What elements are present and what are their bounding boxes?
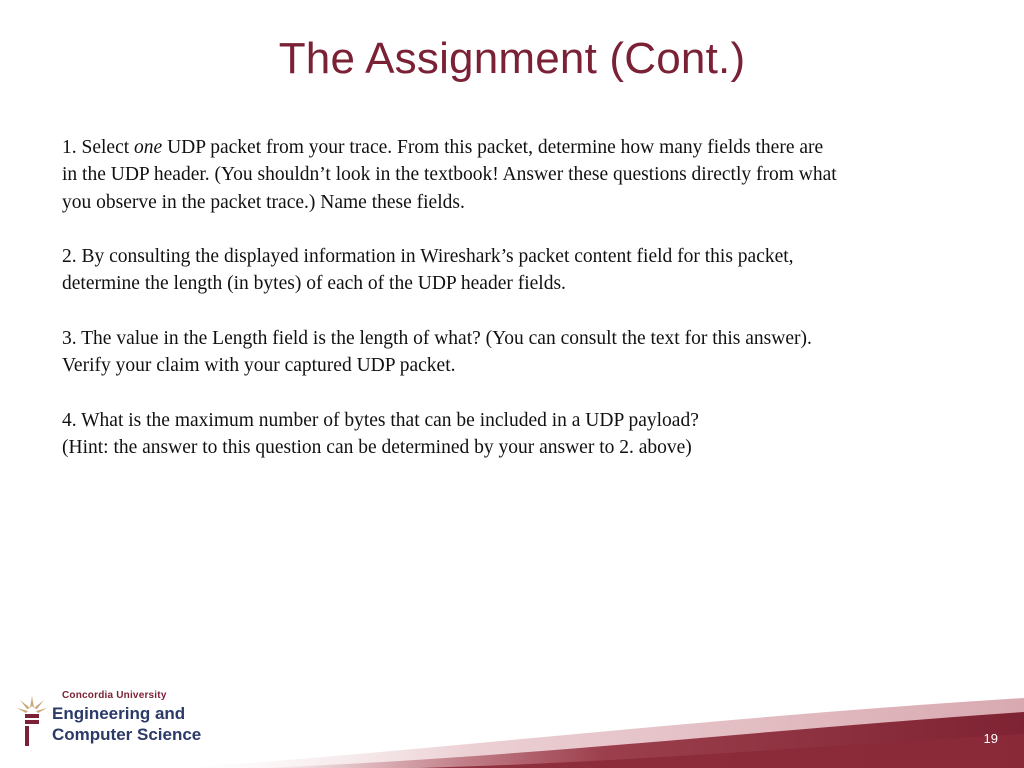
question-4: [62, 407, 982, 462]
concordia-logo: [16, 690, 216, 756]
question-3-line-2: Verify your claim with your captured UDP packet.: [62, 355, 456, 377]
page-number: 19: [983, 731, 998, 746]
question-2: [62, 243, 982, 298]
question-1: [62, 134, 982, 216]
concordia-logo-icon: [16, 694, 48, 750]
logo-line-1: Engineering and: [52, 704, 186, 723]
question-3-line-1: 3. The value in the Length field is the length of what? (You can consult the text for this answer).: [62, 328, 812, 350]
question-3: [62, 325, 982, 380]
question-1-line-1: 1. Select one UDP packet from your trace. From this packet, determine how many fields there are: [62, 137, 824, 158]
logo-line-2: Computer Science: [52, 725, 202, 744]
slide-title: The Assignment (Cont.): [278, 34, 746, 83]
question-4-line-2: (Hint: the answer to this question can be determined by your answer to 2. above): [62, 437, 692, 459]
logo-university: Concordia University: [62, 690, 167, 701]
question-1-line-2: in the UDP header. (You shouldn’t look in the textbook! Answer these questions directly from what: [62, 164, 837, 186]
question-2-line-2: determine the length (in bytes) of each of the UDP header fields.: [62, 273, 566, 295]
question-2-line-1: 2. By consulting the displayed information in Wireshark’s packet content field for this packet,: [62, 246, 794, 268]
question-4-line-1: 4. What is the maximum number of bytes that can be included in a UDP payload?: [62, 409, 699, 431]
emphasis-one: one: [134, 137, 163, 158]
slide-body: [62, 134, 982, 489]
question-1-line-3: you observe in the packet trace.) Name these fields.: [62, 191, 465, 213]
